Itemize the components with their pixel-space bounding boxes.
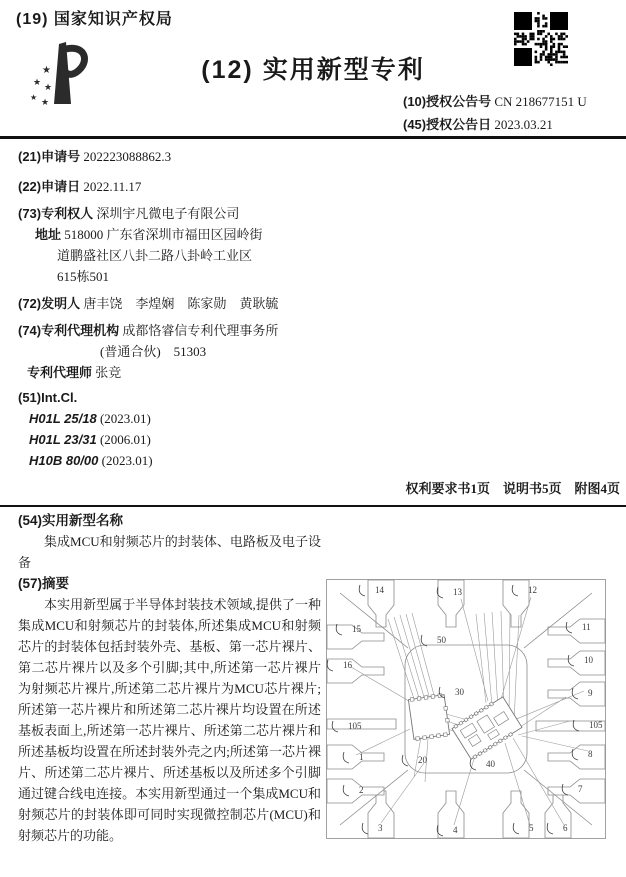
figure-ref-3: 3	[378, 823, 383, 833]
qr-code-icon	[514, 12, 568, 66]
intcl-code: H10B 80/00	[29, 453, 99, 468]
patent-title: 集成MCU和射频芯片的封装体、电路板及电子设备	[18, 534, 321, 570]
grant-number-row	[403, 90, 587, 113]
application-number-label: (21)申请号	[18, 149, 81, 164]
lead	[503, 580, 529, 627]
intcl-code: H01L 23/31	[29, 432, 97, 447]
inventors-row	[18, 293, 358, 314]
document-type-title: (12) 实用新型专利	[201, 56, 425, 84]
svg-text:★: ★	[42, 65, 51, 76]
intcl-entry	[29, 408, 358, 429]
agency-label: (74)专利代理机构	[18, 323, 120, 338]
grant-date-value: 2023.03.21	[494, 117, 553, 132]
agency-row	[18, 320, 358, 341]
section-divider	[0, 505, 626, 507]
grant-number-value: CN 218677151 U	[494, 94, 587, 109]
title-abstract-column	[18, 510, 321, 846]
agency-value: 成都恪睿信专利代理事务所	[122, 323, 279, 338]
lead	[503, 791, 529, 838]
lead	[327, 779, 384, 803]
address-line3: 615栋501	[57, 269, 110, 284]
figure-ref-7: 7	[578, 784, 583, 794]
intcl-entry	[29, 429, 358, 450]
figure-ref-4: 4	[453, 825, 458, 835]
grant-number-label: (10)授权公告号	[403, 94, 492, 109]
figure-ref-14: 14	[375, 585, 384, 595]
figure-ref-105: 105	[348, 721, 362, 731]
figure-ref-105: 105	[589, 720, 603, 730]
intcl-version: (2023.01)	[101, 453, 153, 468]
figure-ref-2: 2	[359, 785, 364, 795]
agent-value: 张竞	[95, 365, 122, 380]
figure-ref-8: 8	[588, 749, 593, 759]
patentee-label: (73)专利权人	[18, 206, 94, 221]
bibliographic-data	[18, 146, 358, 471]
leader-hook	[421, 635, 427, 646]
application-number-value: 202223088862.3	[83, 149, 172, 164]
figure-ref-9: 9	[588, 688, 593, 698]
abstract-text: 本实用新型属于半导体封装技术领域,提供了一种集成MCU和射频芯片的封装体,所述集成MCU和射频芯片的封装体包括封装外壳、基板、第一芯片裸片、第二芯片裸片以及多个引脚;其中,所述第一芯片裸片为射频芯片裸片,所述第二芯片裸片为MCU芯片裸片;所述第一芯片裸片和所述第二芯片裸片均设置在所述基板表面上,所述第一芯片裸片、所述第二芯片裸片和所述基板均设置在所述封装外壳之内;所述第一芯片裸片、所述第二芯片裸片、所述基板以及所述多个引脚通过键合线电连接。本实用新型通过一个集成MCU和射频芯片的封装体即可同时实现微控制芯片(MCU)和射频芯片的功能。	[18, 597, 321, 843]
agent-label: 专利代理师	[27, 365, 93, 380]
intcl-version: (2006.01)	[99, 432, 151, 447]
lead	[438, 791, 464, 838]
agency-line2: (普通合伙) 51303	[100, 344, 207, 359]
application-date-value: 2022.11.17	[83, 179, 142, 194]
figure-ref-30: 30	[455, 687, 464, 697]
pages-summary: 权利要求书1页 说明书5页 附图4页	[405, 481, 620, 496]
grant-date-label: (45)授权公告日	[403, 117, 492, 132]
abstract-figure	[326, 579, 606, 839]
intcl-code: H01L 25/18	[29, 411, 97, 426]
lead	[548, 651, 605, 675]
header-divider	[0, 136, 626, 139]
intcl-label: (51)Int.Cl.	[18, 390, 78, 405]
figure-ref-16: 16	[343, 660, 352, 670]
address-line1: 518000 广东省深圳市福田区园岭街	[64, 227, 263, 242]
application-date-row	[18, 176, 358, 197]
svg-text:★: ★	[44, 82, 53, 92]
figure-ref-20: 20	[418, 755, 427, 765]
figure-ref-12: 12	[528, 585, 537, 595]
application-date-label: (22)申请日	[18, 179, 81, 194]
die-30	[408, 693, 451, 741]
lead	[327, 745, 384, 769]
inventors-label: (72)发明人	[18, 296, 81, 311]
figure-ref-5: 5	[529, 823, 534, 833]
svg-text:★: ★	[33, 77, 42, 87]
agent-row	[27, 362, 358, 383]
figure-ref-6: 6	[563, 823, 568, 833]
application-number-row	[18, 146, 358, 167]
die-40	[451, 696, 523, 761]
intcl-entry	[29, 450, 358, 471]
figure-ref-40: 40	[486, 759, 495, 769]
patentee-value: 深圳宇凡微电子有限公司	[96, 206, 240, 221]
lead	[327, 659, 384, 683]
svg-text:★: ★	[41, 97, 50, 107]
lead	[327, 719, 396, 729]
address-label: 地址	[35, 227, 62, 242]
figure-ref-15: 15	[352, 624, 361, 634]
publication-info	[403, 90, 587, 136]
issuing-office: (19) 国家知识产权局	[16, 11, 173, 28]
figure-ref-1: 1	[359, 752, 364, 762]
leader-hook	[359, 585, 365, 596]
title-section-label: (54)实用新型名称	[18, 513, 124, 528]
address-line2: 道鹏盛社区八卦二路八卦岭工业区	[57, 248, 253, 263]
figure-ref-11: 11	[582, 622, 591, 632]
figure-ref-10: 10	[584, 655, 593, 665]
lead	[548, 619, 605, 643]
figure-ref-13: 13	[453, 587, 462, 597]
intcl-version: (2023.01)	[99, 411, 151, 426]
patentee-row	[18, 203, 358, 224]
leader-hook	[362, 823, 368, 834]
svg-text:★: ★	[30, 93, 38, 102]
inventors-value: 唐丰饶 李煌娴 陈家勋 黄耿毓	[83, 296, 279, 311]
grant-date-row	[403, 113, 587, 136]
abstract-section-label: (57)摘要	[18, 576, 70, 591]
leadframe-drawing	[326, 579, 606, 839]
address-row	[35, 224, 358, 245]
figure-ref-50: 50	[437, 635, 446, 645]
